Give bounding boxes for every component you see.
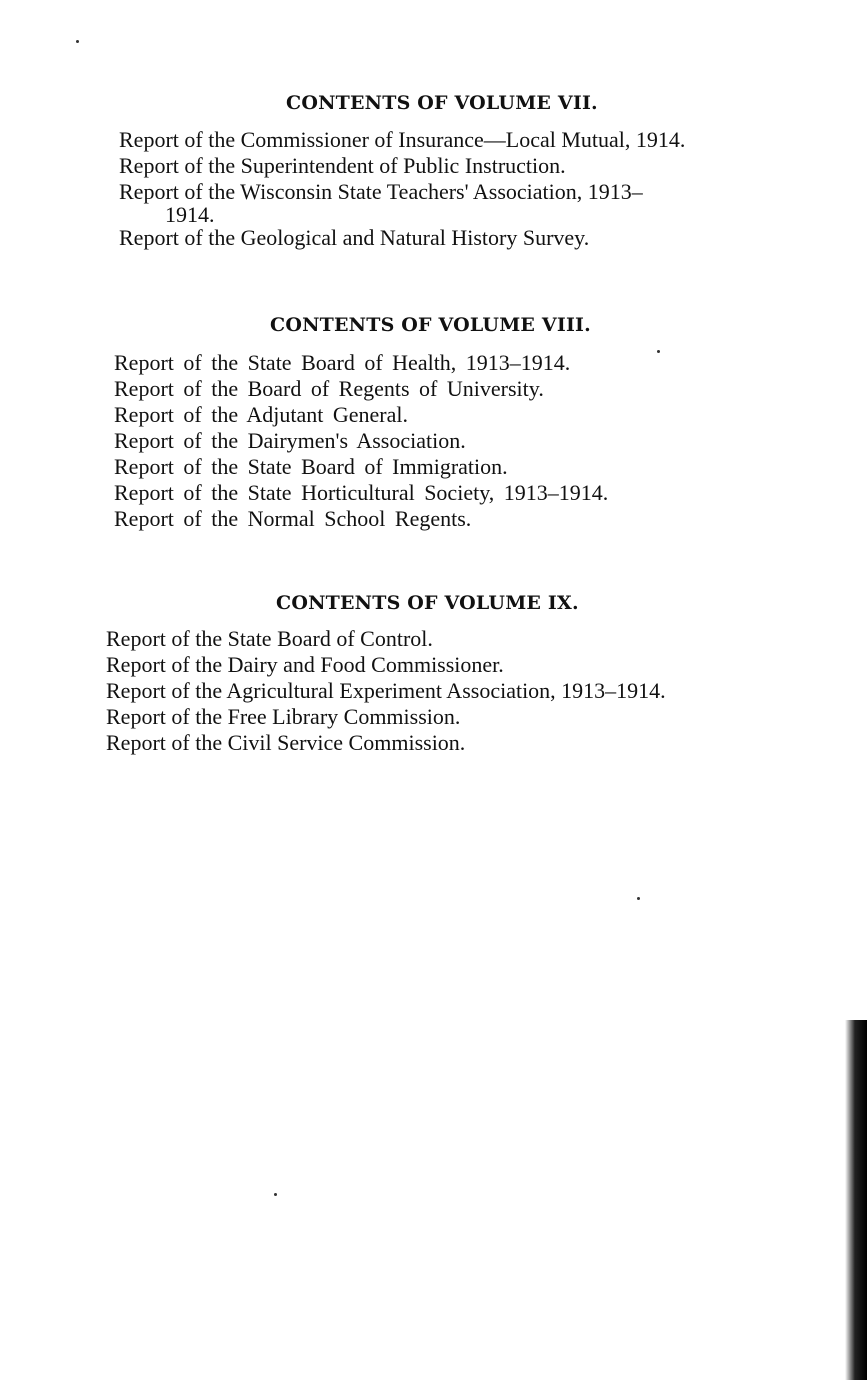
list-item: Report of the Dairymen's Association. [114,428,466,453]
list-item: Report of the State Horticultural Society, 1913–1914. [114,480,609,505]
list-item: Report of the Dairy and Food Commissioner. [106,652,504,677]
list-item: Report of the Adjutant General. [114,402,408,427]
contents-list [114,350,608,532]
section-heading: CONTENTS OF VOLUME VIII. [270,314,591,336]
list-item: Report of the Board of Regents of University. [114,376,544,401]
list-item: Report of the Free Library Commission. [106,704,461,729]
contents-list [119,127,685,251]
scan-speck [274,1193,277,1196]
list-item: Report of the State Board of Control. [106,626,433,651]
scan-speck [76,40,79,43]
scan-edge-shadow [845,1020,867,1380]
scan-speck [637,897,640,900]
section-heading: CONTENTS OF VOLUME VII. [286,92,598,114]
section-heading: CONTENTS OF VOLUME IX. [276,592,579,614]
list-item: Report of the Civil Service Commission. [106,730,466,755]
list-item-continuation: 1914. [165,202,215,227]
list-item [119,179,685,225]
list-item: Report of the Normal School Regents. [114,506,472,531]
scan-speck [657,350,660,353]
list-item: Report of the State Board of Immigration. [114,454,508,479]
list-item: Report of the State Board of Health, 1913–1914. [114,350,571,375]
contents-list [106,626,666,756]
list-item-text: Report of the Wisconsin State Teachers' Association, 1913– [119,179,643,204]
list-item: Report of the Superintendent of Public Instruction. [119,153,566,178]
list-item: Report of the Agricultural Experiment Association, 1913–1914. [106,678,666,703]
list-item: Report of the Geological and Natural History Survey. [119,225,590,250]
list-item: Report of the Commissioner of Insurance—Local Mutual, 1914. [119,127,686,152]
